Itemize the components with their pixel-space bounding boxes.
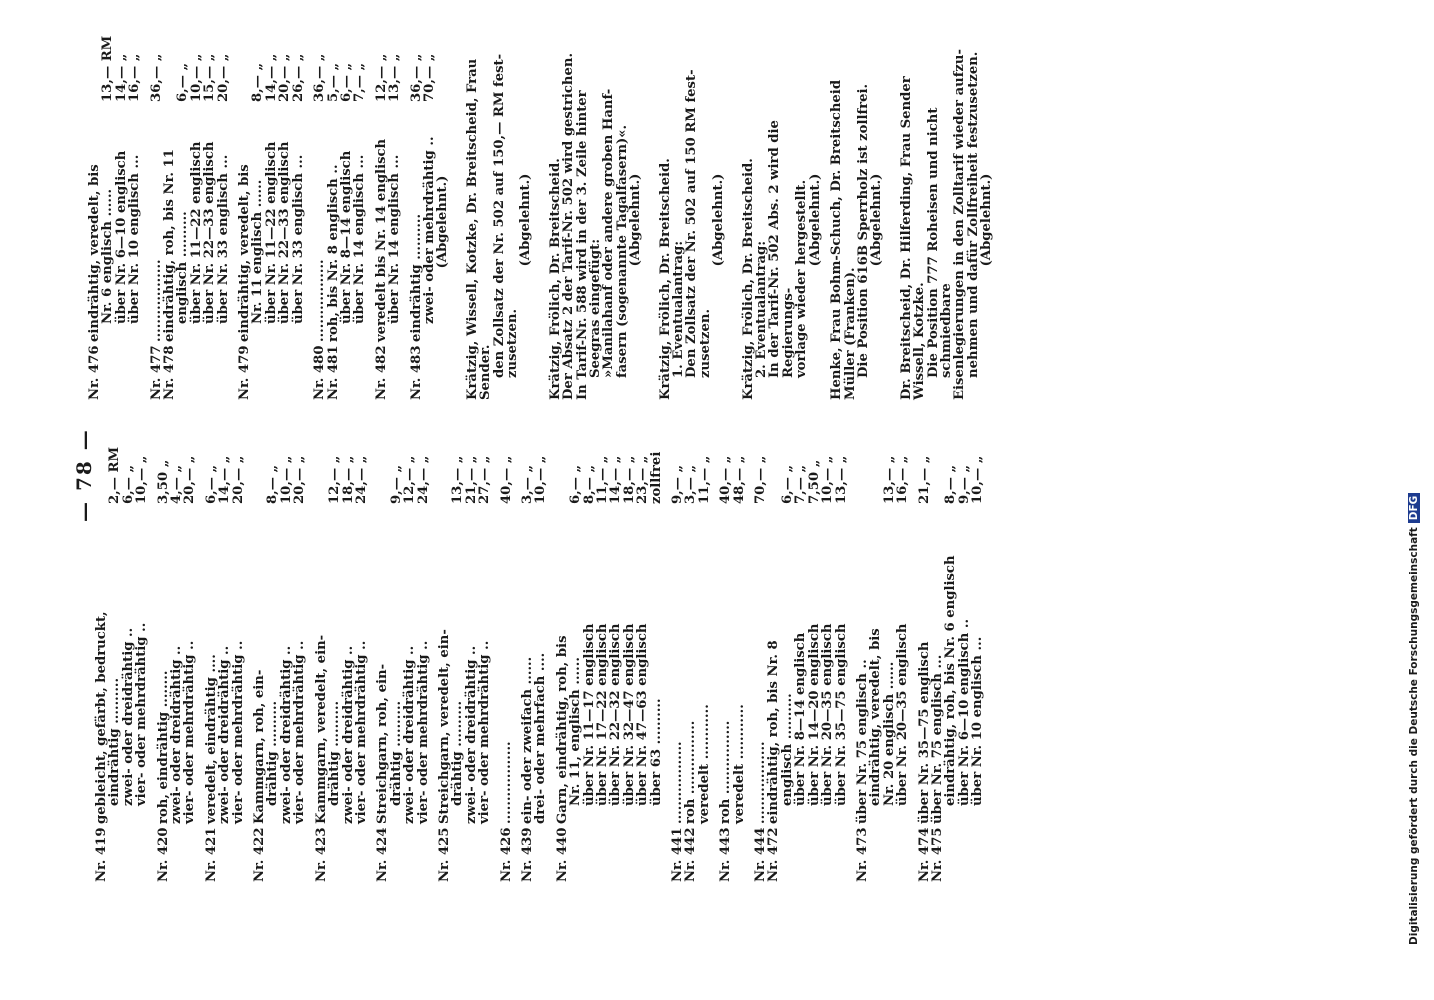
motion-6: Dr. Breitscheid, Dr. Hilferding, Frau Sender Wissell, Kotzke. Die Position 777 Roheisen und nicht schmiedbare Eisenlegierungen in den Zolltarif wieder aufzu- nehmen und dafür Zollfreiheit festzusetzen. (Abgelehnt.) xyxy=(898,49,995,400)
digitization-credit: Digitalisierung gefördert durch die Deutsche ForschungsgemeinschaftDFG xyxy=(1408,493,1420,945)
motion-5: Henke, Frau Bohm-Schuch, Dr. Breitscheid Müller (Franken). Die Position 616B Sperrholz ist zollfrei. (Abgelehnt.) xyxy=(829,79,885,400)
motion-1: Krätzig, Wissell, Kotzke, Dr. Breitscheid, Frau Sender. den Zollsatz der Nr. 502 auf 150,— RM fest- zusetzen. (Abgelehnt.) xyxy=(464,53,534,400)
motion-3: Krätzig, Frölich, Dr. Breitscheid. 1. Eventualantrag: Den Zollsatz der Nr. 502 auf 150 RM fest- zusetzen. (Abgelehnt.) xyxy=(657,69,727,400)
left-column: Nr. 419 gebleicht, gefärbt, bedruckt, eindrähtig .......... 2,— RM zwei- oder dreidrähtig .. 6,— „ vier- oder mehrdrähtig .. 10,— „ Nr. 420 roh, eindrähtig ........ 3,50 „ zwei- oder dreidrähtig .. 4,— „ vier- oder mehrdrähtig .. 20,— „ Nr. 421 veredelt, eindrähtig .... 6,— „ zwei- oder dreidrähtig .. 14,— „ vier- oder mehrdrähtig .. 20,— „ Nr. 422 Kammgarn, roh, ein- drähtig .......... 8,— „ zwei- oder dreidrähtig .. 10,— „ vier- oder mehrdrähtig .. 20,— „ Nr. 423 Kammgarn, veredelt, ein- drähtig .......... 12,— „ zwei- oder dreidrähtig .. 18,— „ vier- oder mehrdrähtig .. 24,— „ Nr. 424 Streichgarn, roh, ein- drähtig .......... 9,— „ zwei- oder dreidrähtig .. 12,— „ vier- oder mehrdrähtig .. 24,— „ Nr. 425 Streichgarn, veredelt, ein- drähtig .......... 13,— „ zwei- oder dreidrähtig .. 21,— „ vier- oder mehrdrähtig .. 27,— „ Nr. 426 .................. 40,— „ Nr. 439 ein- oder zweifach ...... 3,— „ drei- oder mehrfach .... 10,— „ Nr. 440 Garn, eindrähtig, roh, bis Nr. 11, englisch ...... 6,— „ über Nr. 11—17 englisch 8,— „ über Nr. 17—22 englisch 11,— „ über Nr. 22—32 englisch 14,— „ über Nr. 32—47 englisch 18,— „ über Nr. 47—63 englisch 23,— „ über 63 .......... zollfrei Nr. 441 .................. 9,— „ Nr. 442 roh ................ 3,— „ veredelt ............ 11,— „ Nr. 443 roh ................ 40,— „ veredelt ............ 48,— „ Nr. 444 .................. 70,— „ Nr. 472 eindrähtig, roh, bis Nr. 8 englisch .......... 6,— „ über Nr. 8—14 englisch 7,— „ über Nr. 14—20 englisch 7,50 „ über Nr. 20—35 englisch 10,— „ über Nr. 35—75 englisch 13,— „ Nr. 473 über Nr. 75 englisch .. eindrähtig, veredelt, bis Nr. 20 englisch ...... 13,— „ über Nr. 20—35 englisch 16,— „ Nr. 474 über Nr. 35—75 englisch 21,— „ Nr. 475 über Nr. 75 englisch ... eindrähtig, roh, bis Nr. 6 englisch 8,— „ über Nr. 6—10 englisch .. 9,— „ über Nr. 10 englisch ... 10,— „ xyxy=(94,446,986,882)
motion-2: Krätzig, Frölich, Dr. Breitscheid. Der Absatz 2 der Tarif-Nr. 502 wird gestrichen. In Tarif-Nr. 588 wird in der 3. Zeile hinter Seegras eingefügt: »Manilahanf oder andere groben Hanf- fasern (sogenannte Tagalfasern)«. (Abgelehnt.) xyxy=(547,52,644,400)
page-number: — 78 — xyxy=(72,428,96,522)
right-column: Nr. 476 eindrähtig, veredelt, bis Nr. 6 englisch ...... 13,— RM über Nr. 6—10 englisch 14,— „ über Nr. 10 englisch ... 16,— „ Nr. 477 .................. 36,— „ Nr. 478 eindrähtig, roh, bis Nr. 11 englisch .......... 6,— „ über Nr. 11—22 englisch 10,— „ über Nr. 22—33 englisch 15,— „ über Nr. 33 englisch ... 20,— „ Nr. 479 eindrähtig, veredelt, bis Nr. 11 englisch ...... 8,— „ über Nr. 11—22 englisch 14,— „ über Nr. 22—33 englisch 20,— „ über Nr. 33 englisch ... 26,— „ Nr. 480 .................. 36,— „ Nr. 481 roh, bis Nr. 8 englisch .. 5,— „ über Nr. 8—14 englisch 6,— „ über Nr. 14 englisch ... 7,— „ Nr. 482 veredelt bis Nr. 14 englisch 12,— „ über Nr. 14 englisch ... 13,— „ Nr. 483 eindrähtig .......... 36,— „ zwei- oder mehrdrähtig .. 70,— „ (Abgelehnt.) Krätzig, Wissell, Kotzke, Dr. Breitscheid, Frau Sender. den Zollsatz der Nr. 502 auf 150,— RM fest- zusetzen. (Abgelehnt.) Krätzig, Frölich, Dr. Breitscheid. Der Absatz 2 der Tarif-Nr. 502 wird gestrichen. In Tarif-Nr. 588 wird in der 3. Zeile hinter Seegras eingefügt: »Manilahanf oder andere groben Hanf- fasern (sogenannte Tagalfasern)«. (Abgelehnt.) Krätzig, Frölich, Dr. Breitscheid. 1. Eventualantrag: Den Zollsatz der Nr. 502 auf 150 RM fest- zusetzen. (Abgelehnt.) Krätzig, Frölich, Dr. Breitscheid. 2. Eventualantrag: In der Tarif-Nr. 502 Abs. 2 wird die Regierungs- vorlage wieder hergestellt. (Abgelehnt.) Henke, Frau Bohm-Schuch, Dr. Breitscheid Müller (Franken). Die Position 616B Sperrholz ist zollfrei. (Abgelehnt.) Dr. Breitscheid, Dr. Hilferding, Frau Sender Wissell, Kotzke. Die Position 777 Roheisen und nicht schmiedbare Eisenlegierungen in den Zolltarif wieder aufzu- nehmen und dafür Zollfreiheit festzusetzen. (Abgelehnt.) xyxy=(87,35,995,400)
entry-number: Nr. 419 xyxy=(94,827,109,882)
dfg-logo: DFG xyxy=(1408,493,1420,524)
motion-4: Krätzig, Frölich, Dr. Breitscheid. 2. Eventualantrag: In der Tarif-Nr. 502 Abs. 2 wird die Regierungs- vorlage wieder hergestellt. (Abgelehnt.) xyxy=(740,120,823,400)
